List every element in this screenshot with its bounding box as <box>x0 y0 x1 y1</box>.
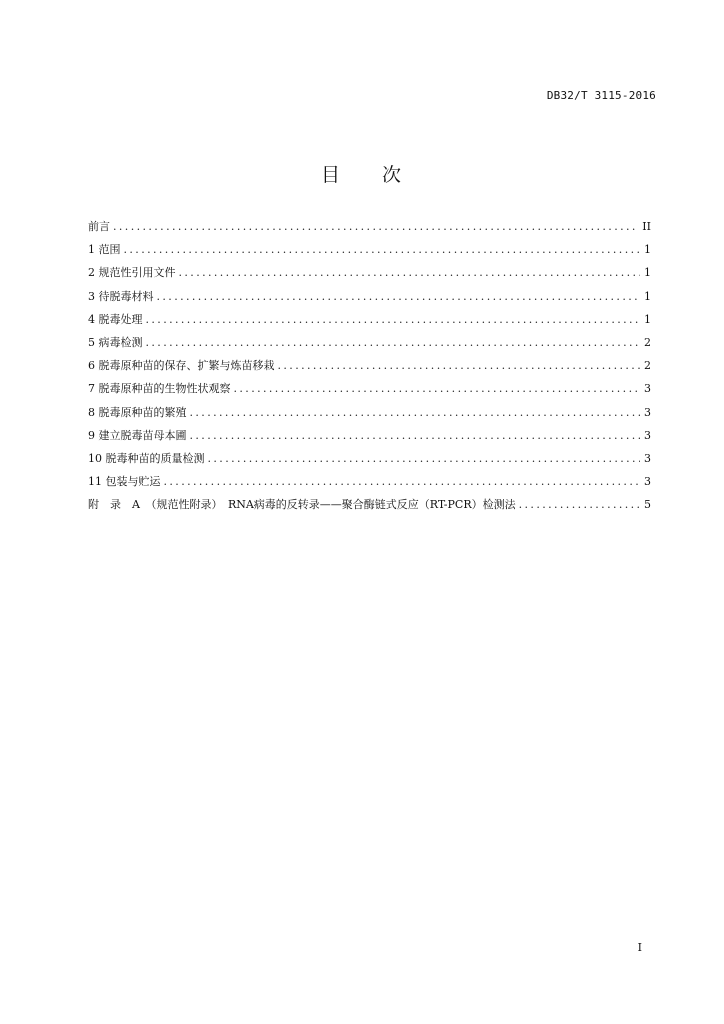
toc-entry-page: 1 <box>644 266 651 280</box>
toc-leader-dots <box>208 452 641 465</box>
toc-entry[interactable] <box>88 264 651 287</box>
toc-entry-label: 2 规范性引用文件 <box>88 266 176 280</box>
toc-entry[interactable] <box>88 380 651 403</box>
toc-leader-dots <box>113 220 638 233</box>
toc-entry-label: 6 脱毒原种苗的保存、扩繁与炼苗移栽 <box>88 359 275 373</box>
toc-entry[interactable] <box>88 311 651 334</box>
toc-entry[interactable] <box>88 241 651 264</box>
toc-entry-page: 2 <box>644 359 651 373</box>
toc-entry-page: 3 <box>644 405 651 419</box>
toc-entry-page: 3 <box>644 475 651 489</box>
toc-entry-label: 3 待脱毒材料 <box>88 289 154 303</box>
toc-entry-page: 3 <box>644 428 651 442</box>
toc-entry-label: 1 范围 <box>88 243 121 257</box>
toc-leader-dots <box>124 243 641 256</box>
toc-entry-page: 3 <box>644 382 651 396</box>
page-number: I <box>637 941 642 954</box>
toc-entry[interactable] <box>88 404 651 427</box>
toc-entry[interactable] <box>88 473 651 496</box>
toc-leader-dots <box>278 359 641 372</box>
toc-entry[interactable] <box>88 334 651 357</box>
toc-entry-label: 11 包装与贮运 <box>88 475 161 489</box>
toc-entry-label: 10 脱毒种苗的质量检测 <box>88 451 205 465</box>
toc-entry-page: 1 <box>644 289 651 303</box>
toc-entry-page: 5 <box>644 498 651 512</box>
toc-entry[interactable] <box>88 357 651 380</box>
toc-leader-dots <box>157 290 641 303</box>
toc-entry-label: 7 脱毒原种苗的生物性状观察 <box>88 382 231 396</box>
toc-entry[interactable] <box>88 450 651 473</box>
toc-entry[interactable] <box>88 496 651 519</box>
toc-leader-dots <box>234 382 641 395</box>
toc-leader-dots <box>190 429 641 442</box>
title-char-1: 目 <box>320 164 342 186</box>
toc-leader-dots <box>146 313 641 326</box>
toc-entry-page: 2 <box>644 335 651 349</box>
toc-leader-dots <box>179 266 641 279</box>
toc-entry-page: 1 <box>644 243 651 257</box>
page-title <box>0 160 724 187</box>
toc-entry-page: II <box>642 220 651 233</box>
toc-entry[interactable] <box>88 427 651 450</box>
standard-code: DB32/T 3115-2016 <box>546 89 656 102</box>
toc-leader-dots <box>164 475 641 488</box>
toc-entry-label: 8 脱毒原种苗的繁殖 <box>88 405 187 419</box>
toc-entry-label: 附 录 A （规范性附录） RNA病毒的反转录——聚合酶链式反应（RT-PCR）检测法 <box>88 498 516 512</box>
toc-leader-dots <box>146 336 641 349</box>
toc-entry[interactable] <box>88 218 651 241</box>
toc-entry-page: 1 <box>644 312 651 326</box>
toc-entry-label: 9 建立脱毒苗母本圃 <box>88 428 187 442</box>
title-char-2: 次 <box>382 164 404 186</box>
toc-entry-label: 前言 <box>88 220 110 233</box>
toc-entry-label: 4 脱毒处理 <box>88 312 143 326</box>
table-of-contents <box>88 218 651 519</box>
toc-entry-label: 5 病毒检测 <box>88 335 143 349</box>
toc-entry-page: 3 <box>644 451 651 465</box>
toc-leader-dots <box>190 406 641 419</box>
toc-leader-dots <box>519 498 640 511</box>
toc-entry[interactable] <box>88 288 651 311</box>
